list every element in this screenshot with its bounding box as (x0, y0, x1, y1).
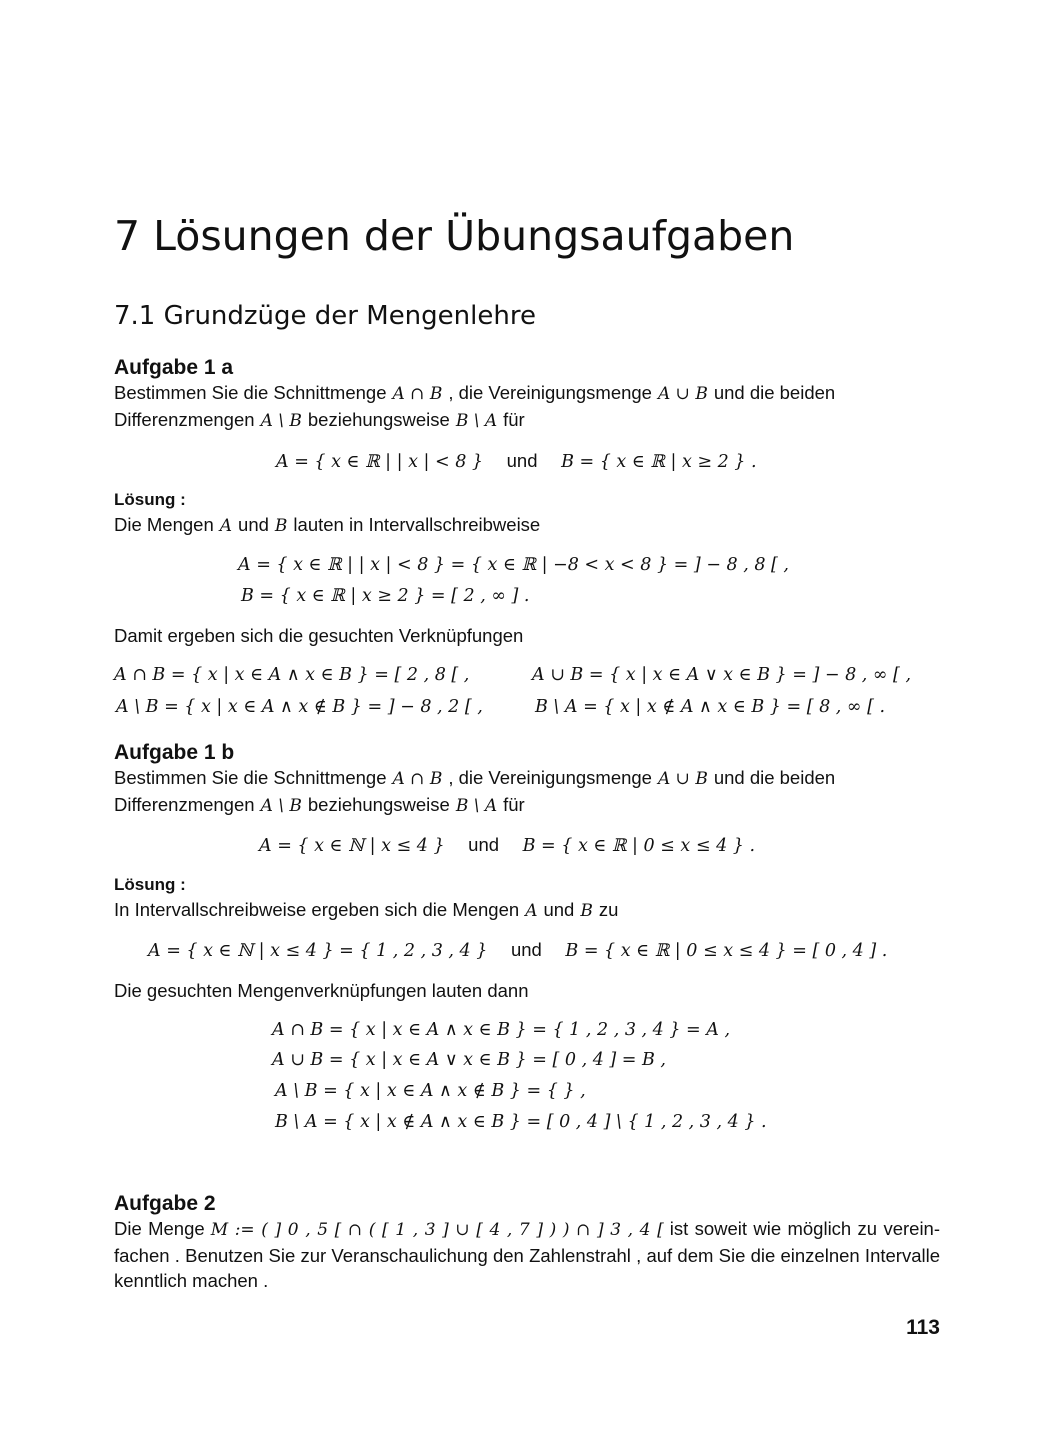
interval-a-formula: A = { x ∈ ℝ | | x | < 8 } = { x ∈ ℝ | −8 < x < 8 } = ] − 8 , 8 [ , (238, 555, 789, 575)
interval-b-formula: B = { x ∈ ℝ | x ≥ 2 } = [ 2 , ∞ ] . (241, 586, 530, 606)
math-b-minus-a: B \ A (455, 411, 498, 431)
loesung-label: Lösung : (114, 875, 186, 894)
gesucht-line: Die gesuchten Mengenverknüpfungen lauten dann (114, 980, 529, 1001)
math-a: A (219, 516, 233, 536)
op-intersection-formula: A ∩ B = { x | x ∈ A ∧ x ∈ B } = [ 2 , 8 [ , (114, 665, 470, 685)
solution-intro-line (114, 897, 940, 924)
math-a: A (525, 901, 538, 921)
math-union: A ∪ B (657, 384, 708, 404)
text-span: für (503, 409, 525, 430)
aufgabe-1a-heading: Aufgabe 1 a (114, 356, 234, 379)
def-set-a: A = { x ∈ ℝ | | x | < 8 } (276, 452, 484, 472)
solution-intro-line (114, 512, 940, 539)
text-span: und (543, 899, 575, 920)
op-union-formula: A ∪ B = { x | x ∈ A ∨ x ∈ B } = ] − 8 , ∞ [ , (532, 665, 912, 685)
text-span: , die Vereinigungsmenge (448, 767, 652, 788)
damit-line: Damit ergeben sich die gesuchten Verknüpfungen (114, 625, 524, 646)
math-intersection: A ∩ B (392, 769, 443, 789)
text-span: zu (598, 899, 619, 920)
text-span: beziehungsweise (307, 409, 450, 430)
aufgabe-2-heading: Aufgabe 2 (114, 1192, 216, 1215)
def-set-b: B = { x ∈ ℝ | x ≥ 2 } . (561, 452, 757, 472)
aufgabe-1a-definition (276, 446, 757, 477)
def-set-b: B = { x ∈ ℝ | 0 ≤ x ≤ 4 } . (522, 836, 756, 856)
page-number: 113 (906, 1316, 940, 1339)
aufgabe-1b-definition (259, 830, 755, 861)
aufgabe-1a-statement (114, 356, 940, 434)
aufgabe-1b-line-1 (114, 765, 940, 792)
math-b: B (274, 516, 288, 536)
op-a-minus-b-formula: A \ B = { x | x ∈ A ∧ x ∉ B } = ] − 8 , 2 [ , (116, 697, 483, 717)
chapter-title: 7 Lösungen der Übungsaufgaben (114, 212, 795, 260)
aufgabe-1b-intervals (148, 935, 887, 966)
math-b-minus-a: B \ A (455, 796, 498, 816)
text-und: und (510, 939, 542, 960)
document-page (114, 0, 940, 1455)
text-span: Differenzmengen (114, 794, 255, 815)
math-b: B (580, 901, 593, 921)
aufgabe-1b-heading: Aufgabe 1 b (114, 741, 235, 764)
text-span: beziehungsweise (307, 794, 450, 815)
math-intersection: A ∩ B (392, 384, 443, 404)
text-span: Bestimmen Sie die Schnittmenge (114, 767, 387, 788)
text-span: Bestimmen Sie die Schnittmenge (114, 382, 387, 403)
aufgabe-2-text (114, 1216, 940, 1293)
aufgabe-1a-solution-intro (114, 488, 940, 539)
math-a-minus-b: A \ B (260, 411, 302, 431)
aufgabe-1a-line-1 (114, 380, 940, 407)
text-und: und (468, 834, 500, 855)
text-span: für (503, 794, 525, 815)
op-b-minus-a-formula: B \ A = { x | x ∉ A ∧ x ∈ B } = [ 8 , ∞ [ . (535, 697, 886, 717)
def-set-a: A = { x ∈ ℕ | x ≤ 4 } (259, 836, 445, 856)
op-intersection-formula: A ∩ B = { x | x ∈ A ∧ x ∈ B } = { 1 , 2 , 3 , 4 } = A , (272, 1020, 731, 1040)
text-span: Die Mengen (114, 514, 214, 535)
math-union: A ∪ B (657, 769, 708, 789)
aufgabe-2-statement (114, 1192, 940, 1293)
math-set-m: M := ( ] 0 , 5 [ ∩ ( [ 1 , 3 ] ∪ [ 4 , 7 ] ) ) ∩ ] 3 , 4 [ (210, 1220, 664, 1240)
interval-b-formula: B = { x ∈ ℝ | 0 ≤ x ≤ 4 } = [ 0 , 4 ] . (565, 941, 888, 961)
text-span: lauten in Intervallschreibweise (293, 514, 541, 535)
text-span: Differenzmengen (114, 409, 255, 430)
op-b-minus-a-formula: B \ A = { x | x ∉ A ∧ x ∈ B } = [ 0 , 4 ] \ { 1 , 2 , 3 , 4 } . (275, 1112, 767, 1132)
text-span: , die Vereinigungsmenge (448, 382, 652, 403)
aufgabe-1a-line-2 (114, 407, 940, 434)
loesung-label: Lösung : (114, 490, 186, 509)
text-span: ist soweit wie möglich zu verein-fachen . Benutzen Sie zur Veranschaulichung den Zahlenstrahl , auf dem Sie die einzelnen Intervalle kenntlich machen . (114, 1218, 940, 1291)
text-span: und (238, 514, 269, 535)
math-a-minus-b: A \ B (260, 796, 302, 816)
interval-a-formula: A = { x ∈ ℕ | x ≤ 4 } = { 1 , 2 , 3 , 4 } (148, 941, 488, 961)
text-span: und die beiden (713, 767, 836, 788)
aufgabe-1b-line-2 (114, 792, 940, 819)
text-span: und die beiden (713, 382, 836, 403)
text-span: Die Menge (114, 1218, 205, 1239)
text-und: und (506, 450, 538, 471)
section-title: 7.1 Grundzüge der Mengenlehre (114, 301, 536, 331)
aufgabe-1b-statement (114, 741, 940, 819)
op-a-minus-b-formula: A \ B = { x | x ∈ A ∧ x ∉ B } = { } , (275, 1081, 586, 1101)
op-union-formula: A ∪ B = { x | x ∈ A ∨ x ∈ B } = [ 0 , 4 ] = B , (272, 1050, 666, 1070)
aufgabe-1b-solution-intro (114, 873, 940, 924)
text-span: In Intervallschreibweise ergeben sich die Mengen (114, 899, 520, 920)
